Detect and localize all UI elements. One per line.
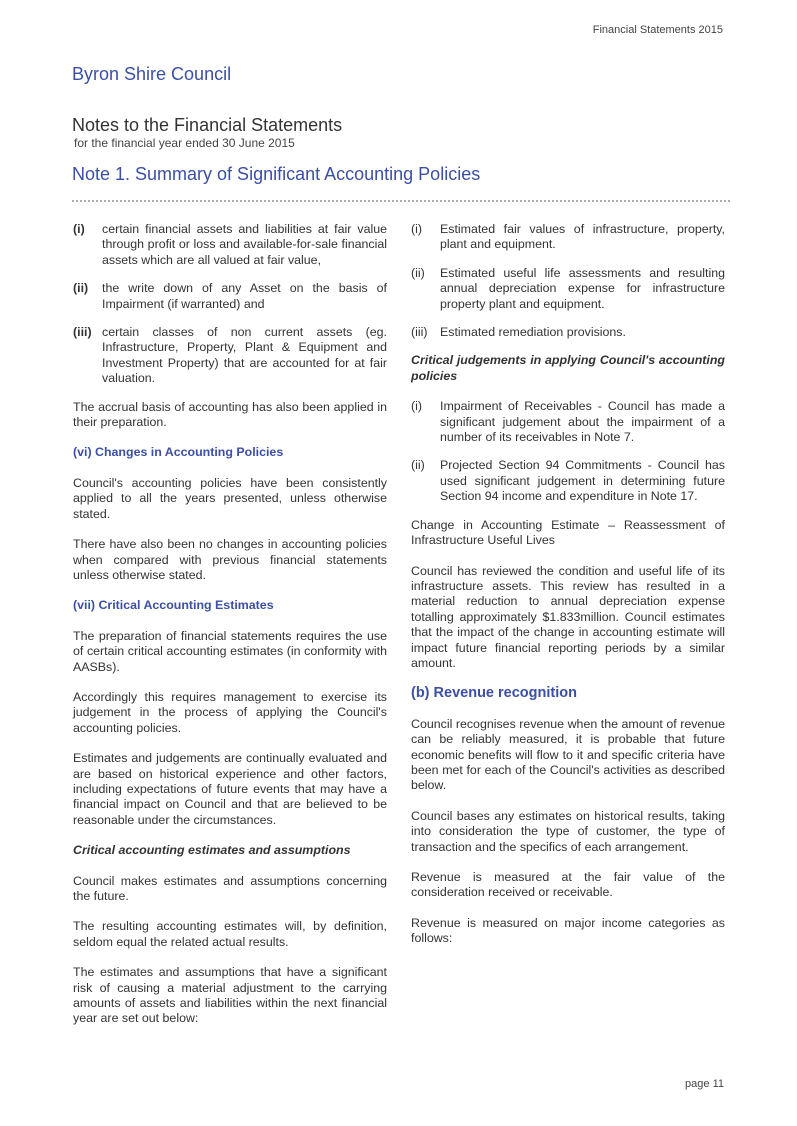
list-item [411,222,725,253]
list-number: (i) [411,399,423,414]
list-item [411,458,725,504]
list-item [73,325,387,387]
note-heading: Note 1. Summary of Significant Accounting Policies [72,164,481,184]
list-text: Estimated useful life assessments and resulting annual depreciation expense for infrastructure property plant and equipment. [440,265,725,311]
list-text: Projected Section 94 Commitments - Council has used significant judgement in determining future Section 94 income and expenditure in Note 17. [440,458,725,504]
paragraph-change-estimate: Change in Accounting Estimate – Reassessment of Infrastructure Useful Lives [411,517,725,548]
list-item [73,281,387,312]
paragraph: The estimates and assumptions that have a significant risk of causing a material adjustment to the carrying amounts of assets and liabilities within the next financial year are set out below: [73,965,387,1026]
paragraph-review: Council has reviewed the condition and useful life of its infrastructure assets. This review has resulted in a material reduction to annual depreciation expense totalling approximately $1.833million. Council estimates that the impact of the change in accounting estimate will impact future financial reporting periods by a similar amount. [411,563,725,670]
list-number: (iii) [411,325,428,340]
section-heading-revenue: (b) Revenue recognition [411,685,577,702]
paragraph: Council bases any estimates on historical results, taking into consideration the type of customer, the type of transaction and the specifics of each arrangement. [411,808,725,854]
paragraph: Accordingly this requires management to exercise its judgement in the process of applying the Council's accounting policies. [73,689,387,735]
paragraph: Revenue is measured at the fair value of the consideration received or receivable. [411,870,725,900]
section-heading-changes: (vi) Changes in Accounting Policies [73,445,284,460]
list-text: the write down of any Asset on the basis of Impairment (if warranted) and [102,281,387,311]
right-column [411,222,725,962]
left-column [73,222,387,1042]
list-number: (ii) [411,458,425,473]
paragraph-accrual: The accrual basis of accounting has also been applied in their preparation. [73,399,387,430]
list-text: certain classes of non current assets (eg. Infrastructure, Property, Plant & Equipment and Investment Property) that are accounted for at fair valuation. [102,325,387,386]
paragraph: Council's accounting policies have been consistently applied to all the years presented, unless otherwise stated. [73,475,387,521]
paragraph: Council makes estimates and assumptions concerning the future. [73,873,387,903]
list-number: (ii) [73,281,89,296]
list-item [411,325,725,340]
document-title: Financial Statements 2015 [592,24,723,36]
list-item [73,222,387,268]
list-number: (iii) [73,325,92,340]
list-text: Estimated remediation provisions. [440,325,626,340]
list-text: Impairment of Receivables - Council has made a significant judgement about the impairment of a number of its receivables in Note 7. [440,399,725,445]
list-item [411,266,725,312]
notes-subtitle: for the financial year ended 30 June 2015 [74,136,295,150]
notes-title: Notes to the Financial Statements [72,115,343,135]
section-heading-critical: (vii) Critical Accounting Estimates [73,598,274,613]
council-name: Byron Shire Council [72,64,232,84]
dotted-divider [72,200,730,202]
list-number: (i) [411,222,423,236]
paragraph: The resulting accounting estimates will, by definition, seldom equal the related actual results. [73,919,387,949]
subheading-judgements: Critical judgements in applying Council's accounting policies [411,353,725,383]
list-text: certain financial assets and liabilities at fair value through profit or loss and available-for-sale financial assets which are all valued at fair value, [102,222,387,267]
paragraph: Revenue is measured on major income categories as follows: [411,915,725,946]
paragraph: The preparation of financial statements requires the use of certain critical accounting estimates (in conformity with AASBs). [73,628,387,674]
subheading-estimates: Critical accounting estimates and assumptions [73,843,351,858]
paragraph: There have also been no changes in accounting policies when compared with previous financial statements unless otherwise stated. [73,537,387,582]
paragraph: Estimates and judgements are continually evaluated and are based on historical experience and other factors, including expectations of future events that may have a financial impact on Council and that are believed to be reasonable under the circumstances. [73,751,387,827]
list-number: (i) [73,222,85,236]
list-item [411,399,725,445]
page-number: page 11 [685,1078,724,1090]
list-text: Estimated fair values of infrastructure, property, plant and equipment. [440,222,725,252]
paragraph: Council recognises revenue when the amount of revenue can be reliably measured, it is probable that future economic benefits will flow to it and specific criteria have been met for each of the Council's activities as described below. [411,716,725,793]
list-number: (ii) [411,265,425,280]
